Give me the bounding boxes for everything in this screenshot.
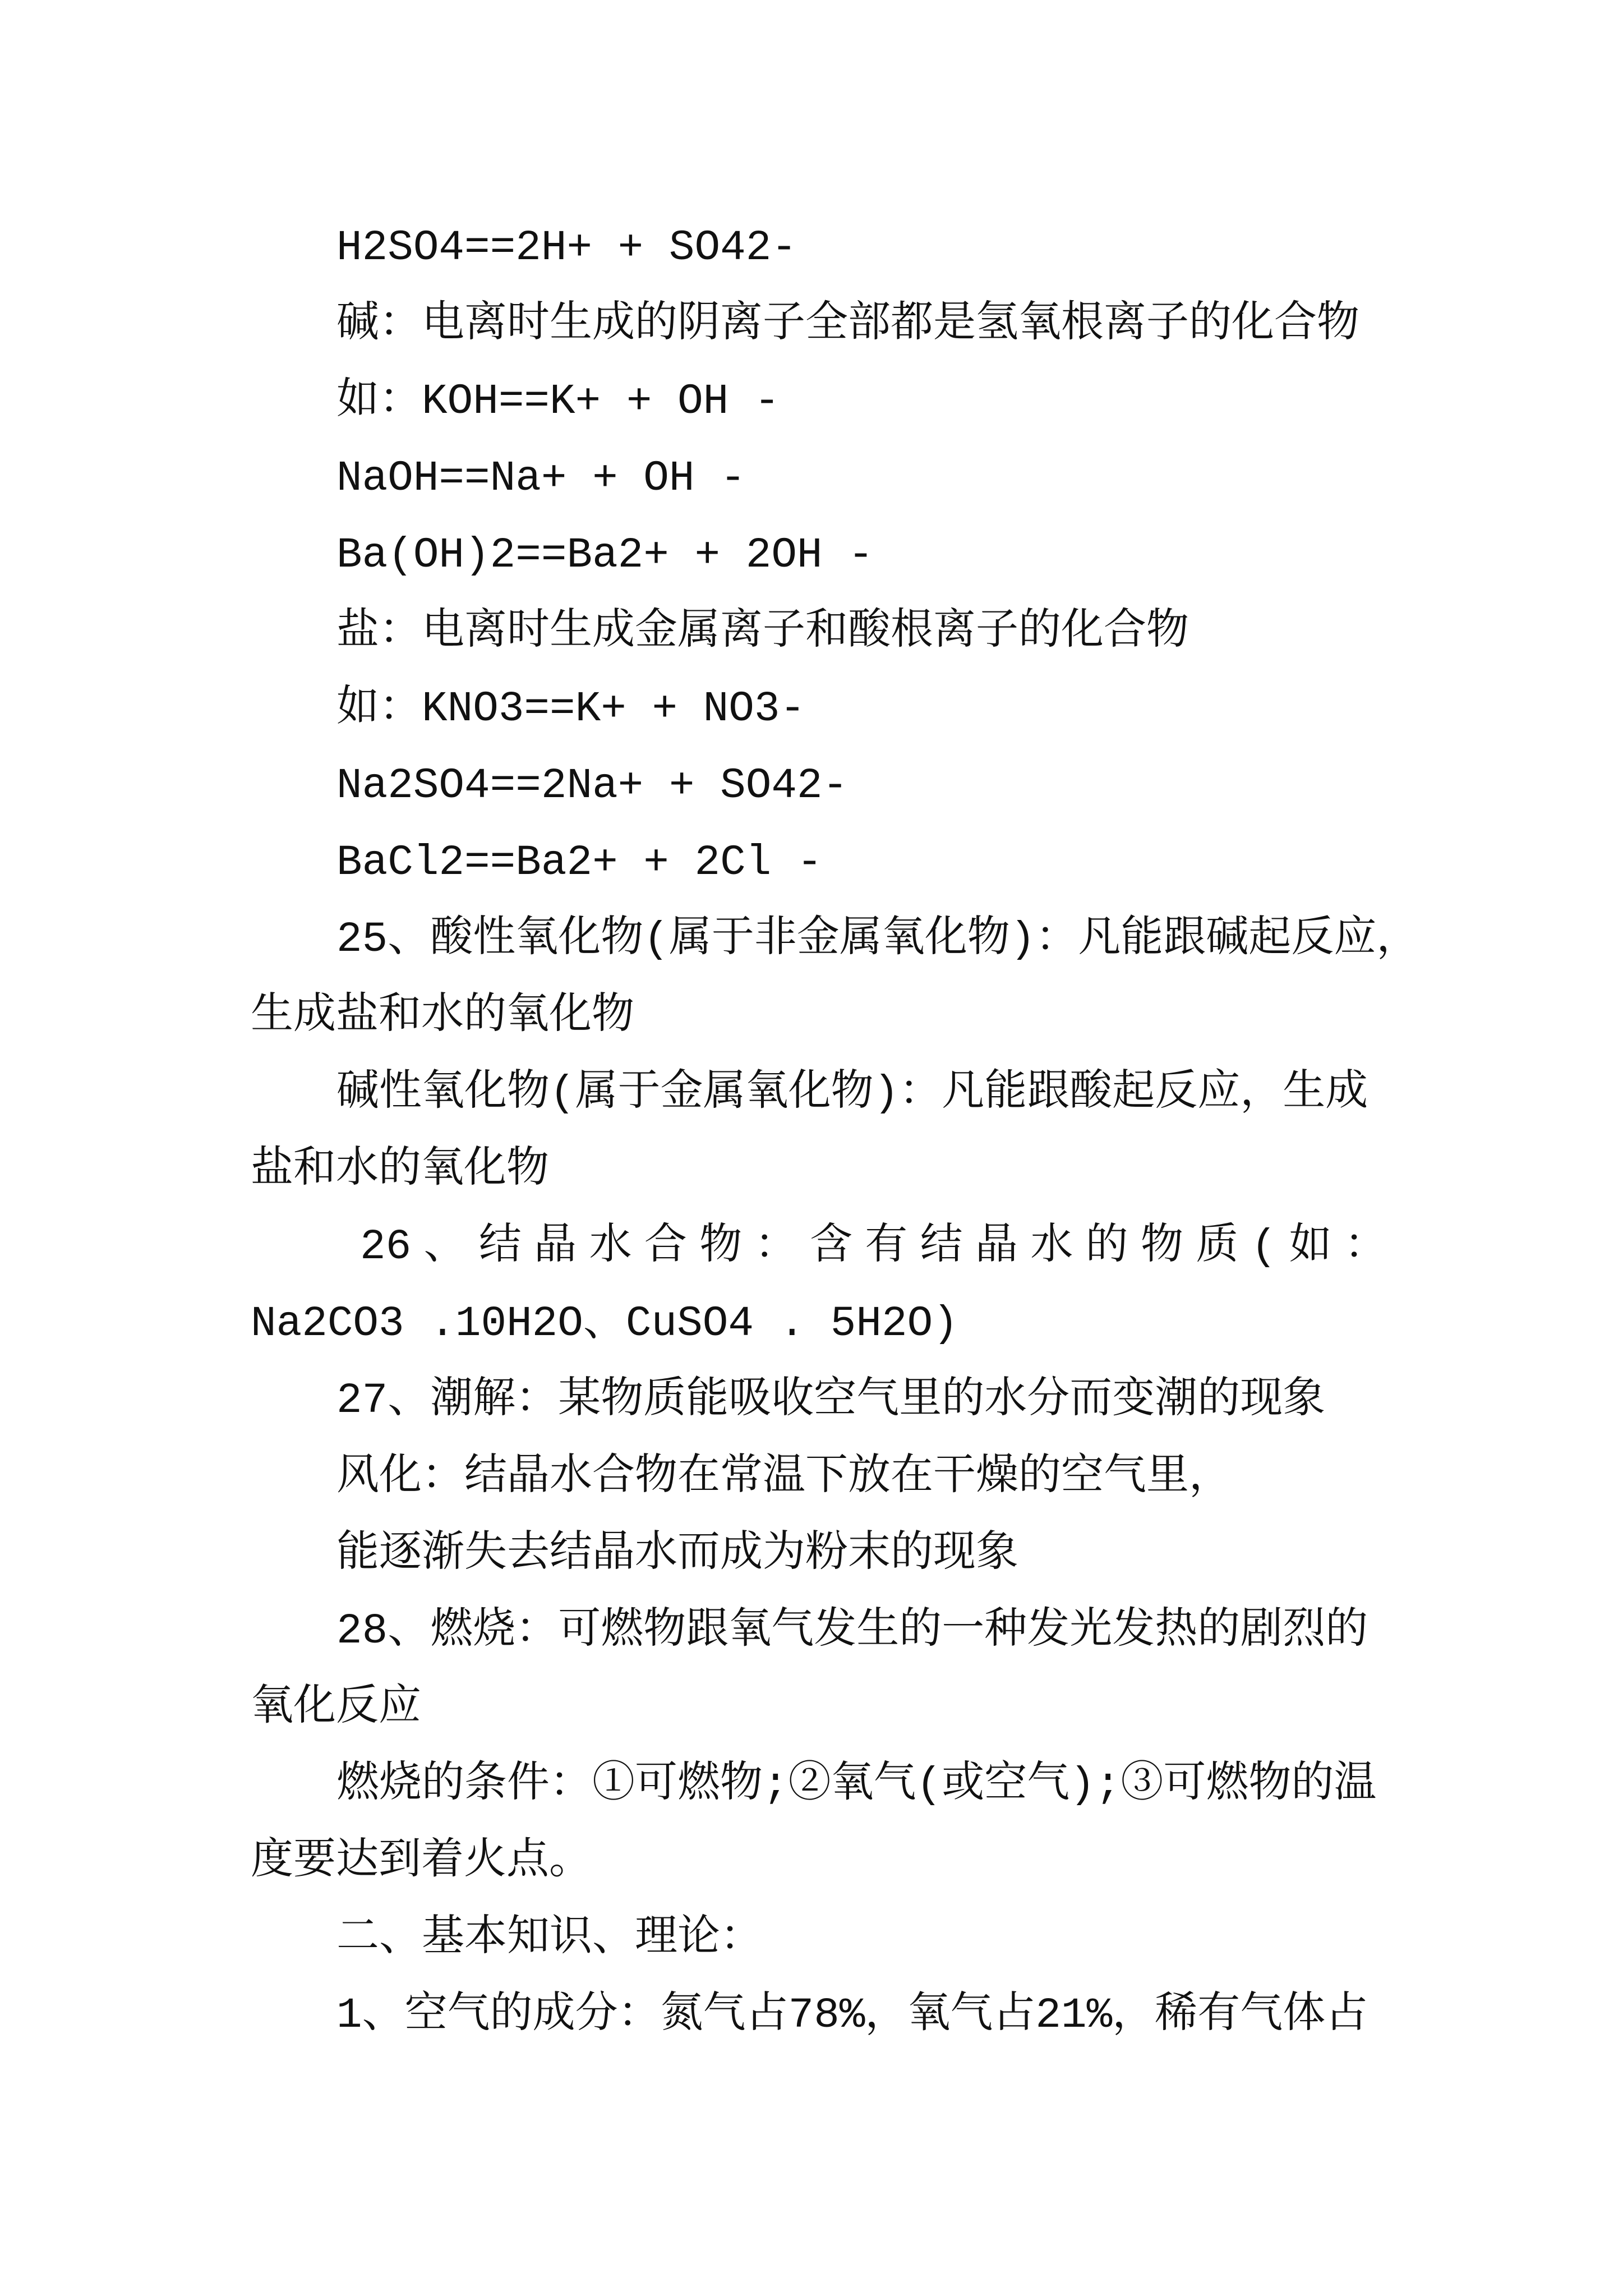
text-line: 能逐渐失去结晶水而成为粉末的现象 <box>336 1530 1018 1579</box>
text-line: Na2CO3 .10H2O、CuSO4 . 5H2O) <box>251 1300 958 1348</box>
text-line: 生成盐和水的氧化物 <box>251 992 634 1041</box>
text-line: 盐：电离时生成金属离子和酸根离子的化合物 <box>336 608 1189 656</box>
text-line: 风化：结晶水合物在常温下放在干燥的空气里， <box>336 1453 1232 1502</box>
text-line: NaOH==Na+ + OH - <box>336 454 746 503</box>
text-line: 28、燃烧：可燃物跟氧气发生的一种发光发热的剧烈的 <box>336 1607 1368 1655</box>
text-line: Na2SO4==2Na+ + SO42- <box>336 762 849 810</box>
text-line: 碱：电离时生成的阴离子全部都是氢氧根离子的化合物 <box>336 301 1359 349</box>
text-line: 碱性氧化物(属于金属氧化物)：凡能跟酸起反应，生成 <box>336 1069 1368 1117</box>
text-line: 如：KOH==K+ + OH - <box>336 378 780 426</box>
text-line: 盐和水的氧化物 <box>251 1146 549 1194</box>
section-heading: 二、基本知识、理论： <box>336 1915 763 1963</box>
document-body <box>0 210 1623 2054</box>
text-line: 1、空气的成分：氮气占78%，氧气占21%，稀有气体占 <box>336 1991 1368 2040</box>
text-line: 如：KNO3==K+ + NO3- <box>336 685 806 733</box>
text-line: 燃烧的条件：①可燃物;②氧气(或空气);③可燃物的温 <box>336 1761 1377 1809</box>
text-line: 25、酸性氧化物(属于非金属氧化物)：凡能跟碱起反应， <box>336 915 1419 964</box>
text-line: 26、结晶水合物：含有结晶水的物质(如： <box>360 1223 1387 1271</box>
text-line: 氧化反应 <box>251 1684 421 1732</box>
text-line: H2SO4==2H+ + SO42- <box>336 224 797 272</box>
text-line: 度要达到着火点。 <box>251 1838 592 1886</box>
text-line: BaCl2==Ba2+ + 2Cl - <box>336 839 823 887</box>
text-line: Ba(OH)2==Ba2+ + 2OH - <box>336 531 874 579</box>
text-line: 27、潮解：某物质能吸收空气里的水分而变潮的现象 <box>336 1377 1326 1425</box>
